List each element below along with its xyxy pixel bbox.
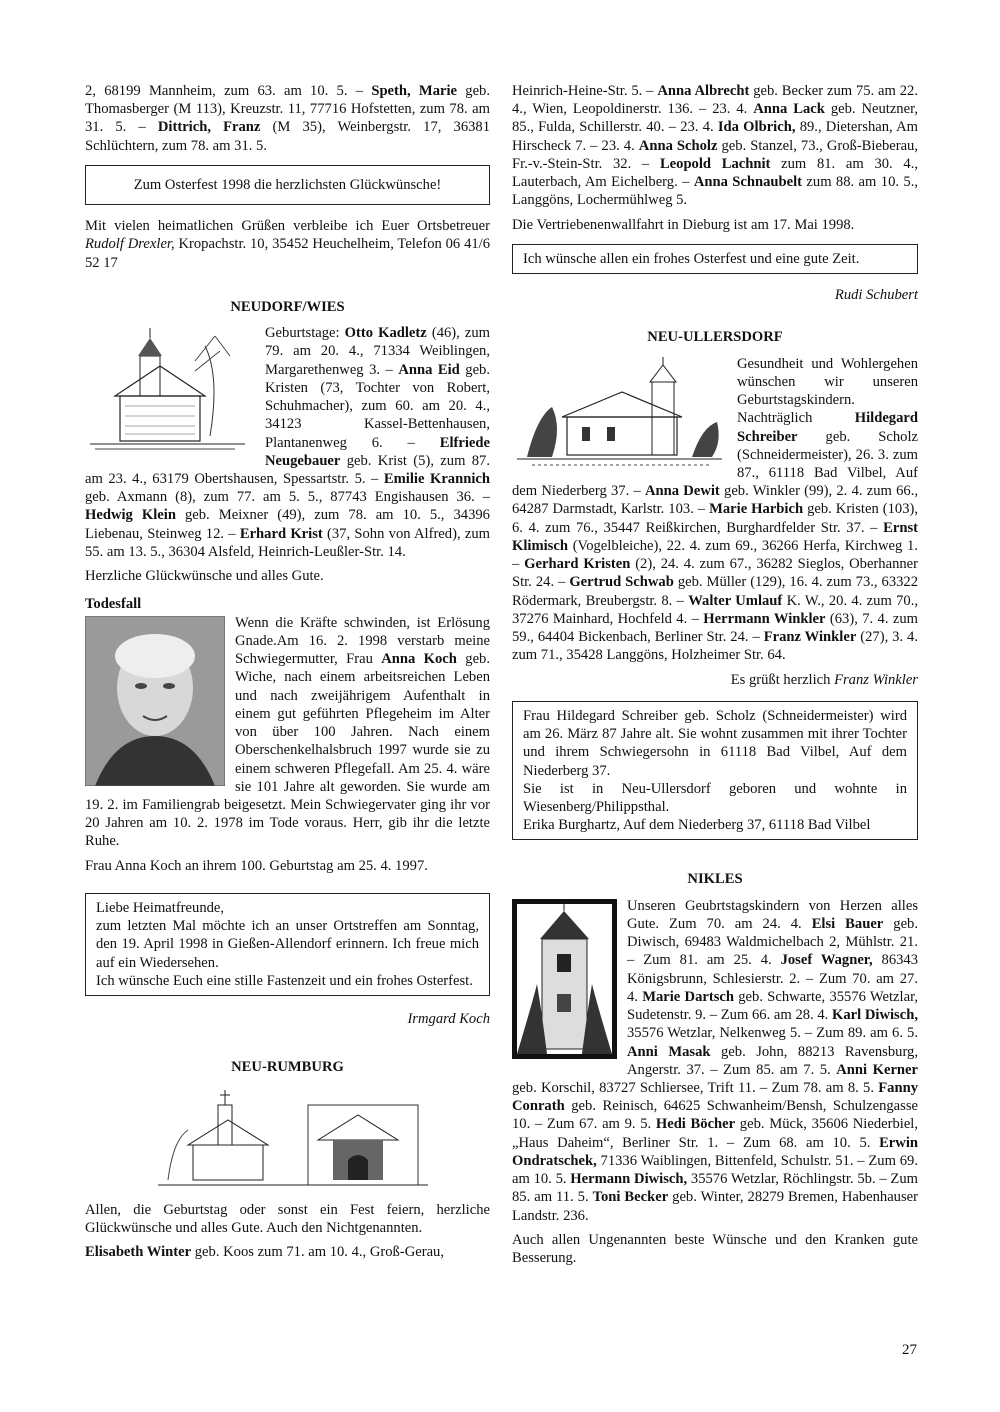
person-name: Anni Kerner (836, 1061, 918, 1078)
text-segment: 89., Dietershan, Am Hirscheck 7. – 23. 4. (512, 119, 918, 154)
page-number: 27 (902, 1342, 917, 1358)
person-name: Emilie Krannich (383, 470, 490, 487)
neu-rumburg-birthday (85, 1243, 490, 1261)
right-column (512, 82, 918, 1273)
person-name: Anni Masak (627, 1043, 711, 1060)
person-name: Walter Umlauf (688, 592, 783, 609)
birthday-list-continued (85, 82, 490, 155)
easter-greeting-text: Zum Osterfest 1998 die herzlichsten Glückwünsche! (133, 176, 442, 193)
person-name: Erhard Krist (239, 525, 323, 542)
neudorf-closing: Herzliche Glückwünsche und alles Gute. (85, 568, 324, 585)
person-name: Marie Dartsch (642, 988, 734, 1005)
easter-greeting-box (85, 165, 490, 205)
text-segment: geb. Scholz (Schneidermeister), 26. 3. zum 87., 61118 Bad Vilbel, Auf dem Niederberg 37. – (512, 428, 918, 500)
text-segment: (46), zum 79. am 20. 4., 71334 Weiblingen, Margarethenweg 3. – (265, 325, 491, 378)
text-segment: Unseren Geubrtstagskindern von Herzen alles Gute. Zum 70. am 24. 4. (627, 897, 918, 932)
birthday-list-continued-right (512, 82, 918, 210)
schreiber-box-author: Erika Burghartz, Auf dem Niederberg 37, 61118 Bad Vilbel (523, 817, 871, 834)
ortstreffen-wishes: Ich wünsche Euch eine stille Fastenzeit und ein frohes Osterfest. (96, 972, 473, 989)
text-segment: 35576 Wetzlar, Röchlingstr. 5b. – Zum 85. am 11. 5. (512, 1171, 918, 1206)
text-segment: (37, Sohn von Alfred), zum 55. am 13. 5., 36304 Alsfeld, Heinrich-Leußler-Str. 14. (85, 525, 490, 560)
portrait-anna-koch-photo (85, 616, 225, 786)
text-segment: geb. Winkler (99), 2. 4. zum 66., 64287 Darmstadt, Karlstr. 103. – (512, 483, 919, 518)
person-name: Franz Winkler (763, 629, 857, 646)
text-segment: geb. Korschil, 83727 Schliersee, Trift 11. – Zum 78. am 8. 5. (512, 1080, 879, 1097)
text-segment: (63), 7. 4. zum 59., 64404 Bickenbach, Berliner Str. 24. – (512, 610, 919, 646)
easter-wish-text: Ich wünsche allen ein frohes Osterfest und eine gute Zeit. (523, 250, 860, 267)
text-segment: geb. Meixner (49), zum 78. am 10. 5., 34396 Liebenau, Steinweg 12. – (85, 507, 490, 542)
ortsbetreuer-signoff (85, 217, 490, 272)
text-segment: (27), 3. 4. zum 71., 35428 Langgöns, Holzheimer Str. 64. (512, 629, 918, 664)
text-segment: geb. Stanzel, 73., Groß-Bieberau, Fr.-v.-Stein-Str. 32. – (512, 137, 918, 172)
church-neu-ullersdorf-drawing (512, 357, 727, 472)
text-segment: Heinrich-Heine-Str. 5. – (512, 83, 658, 99)
text-segment: geb. Thomasberger (M 113), Kreuzstr. 11, 77716 Hofstetten, zum 78. am 31. 5. – (85, 83, 490, 136)
wallfahrt-notice: Die Vertriebenenwallfahrt in Dieburg ist am 17. Mai 1998. (512, 216, 855, 233)
person-name: Speth, Marie (371, 83, 458, 99)
neu-rumburg-greeting: Allen, die Geburtstag oder sonst ein Fest feiern, herzliche Glückwünsche und alles Gute. Auch den Nichtgenannten. (85, 1201, 490, 1236)
section-title-neu-rumburg: NEU-RUMBURG (231, 1059, 344, 1076)
todesfall-caption: Frau Anna Koch an ihrem 100. Geburtstag am 25. 4. 1997. (85, 857, 428, 874)
schreiber-birthday-note: Frau Hildegard Schreiber geb. Scholz (Schneidermeister) wird am 26. März 87 Jahre alt. Sie wohnt zusammen mit ihrer Tochter und ihrem Schwiegersohn in 61118 Bad Vilbel, Auf dem Niederberg 37. (523, 707, 907, 779)
easter-wish-box (512, 244, 918, 274)
ortstreffen-salutation: Liebe Heimatfreunde, (96, 899, 225, 916)
text-segment: (M 35), Weinbergstr. 17, 36381 Schlüchtern, zum 78. am 31. 5. (85, 119, 491, 154)
person-name: Karl Diwisch, (832, 1007, 918, 1024)
person-name: Hermann Diwisch, (570, 1171, 688, 1188)
church-neudorf-drawing (85, 326, 255, 456)
text-segment: geb. Winter, 28279 Bremen, Habenhauser Landstr. 236. (512, 1189, 918, 1224)
text-segment: Am 16. 2. 1998 verstarb meine Schwiegermutter, Frau (235, 632, 490, 668)
text-segment: geb. Diwisch, 69483 Waldmichelbach 2, Mühlstr. 21. – Zum 81. am 25. 4. (627, 915, 918, 969)
person-name: Hedi Böcher (655, 1116, 736, 1133)
text-segment: geb. Wiche, nach einem arbeitsreichen Leben und nach zweijährigem Aufenthalt in einem gut geführten Pflegeheim im Alter von über 100 Jahren. Nach einem Oberschenkelhalsbruch 1997 wurde sie zu einem schweren Pflegefall. Am 25. 4. wäre sie 101 Jahre alt geworden. Sie wurde am 19. 2. im Familiengrab beigesetzt. Mein Schwiegervater ging ihr vor 20 Jahren am 10. 2. 1978 im Tode voraus. Herr, gib ihr die letzte Ruhe. (85, 651, 490, 850)
text-segment: 86343 Königsbrunn, Schlesierstr. 2. – Zum 70. am 27. 4. (627, 952, 919, 1005)
text-segment: geb. Mück, 35606 Niederbiel, „Haus Daheim“, Berliner Str. 1. – Zum 68. am 10. 5. (512, 1116, 918, 1151)
person-name: Anna Schnaubelt (693, 174, 803, 191)
person-name: Ernst Klimisch (512, 519, 918, 554)
person-name: Dittrich, Franz (157, 119, 261, 136)
person-name: Anna Koch (381, 651, 457, 668)
text-segment: geb. Kristen (73, Tochter von Robert, Schuhmacher), zum 60. am 20. 4., 34123 Kassel-Bettenhausen, Plantanenweg 6. – (265, 361, 490, 451)
text-segment: geb. Becker zum 75. am 22. 4., Wien, Leopoldinerstr. 136. – 23. 4. (512, 83, 918, 118)
person-name: Elisabeth Winter (85, 1244, 192, 1261)
person-name: Anna Lack (753, 101, 825, 118)
ortstreffen-reminder: zum letzten Mal möchte ich an unser Ortstreffen am Sonntag, den 19. April 1998 in Gießen-Allendorf erinnern. Ich freue mich auf ein Wiedersehen. (96, 918, 479, 971)
signature-rudi-schubert: Rudi Schubert (834, 287, 918, 304)
text-segment: 71336 Waiblingen, Bittenfeld, Schulstr. 51. – Zum 69. am 10. 5. (512, 1152, 918, 1188)
text-segment: K. W., 20. 4. zum 70., 37276 Mainhard, Hochfeld 4. – (512, 592, 918, 627)
nikles-church-image (512, 899, 617, 1059)
text-segment: zum 88. am 10. 5., Langgöns, Lochermühlweg 5. (512, 174, 919, 209)
text-segment: zum 81. am 30. 4., Lauterbach, Am Eichelberg. – (512, 155, 918, 191)
text-segment: 2, 68199 Mannheim, zum 63. am 10. 5. – (85, 83, 372, 99)
person-name: Toni Becker (592, 1189, 669, 1206)
text-segment: geb. John, 88213 Ravensburg, Angerstr. 37. – Zum 85. am 7. 5. (627, 1043, 919, 1078)
text-segment: Geburtstage: (265, 325, 345, 342)
churches-neu-rumburg-drawing (138, 1085, 438, 1195)
text-segment: geb. Koos zum 71. am 10. 4., Groß-Gerau, (191, 1244, 444, 1261)
person-name: Anna Eid (398, 361, 460, 378)
person-name: Herrmann Winkler (703, 610, 826, 627)
schreiber-origin-note: Sie ist in Neu-Ullersdorf geboren und wohnte in Wiesenberg/Philippsthal. (523, 780, 907, 815)
person-name: Hildegard Schreiber (737, 410, 918, 445)
hildegard-schreiber-box (512, 701, 918, 841)
person-name: Marie Harbich (709, 501, 804, 518)
ortstreffen-box (85, 893, 490, 996)
left-column (85, 82, 490, 1267)
signature-greeting: Es grüßt herzlich (730, 671, 835, 688)
person-name: Anna Dewit (645, 483, 720, 500)
signature-name: Franz Winkler (834, 671, 918, 688)
signature-irmgard-koch: Irmgard Koch (407, 1011, 490, 1028)
person-name: Ida Olbrich, (717, 119, 796, 136)
text-segment: geb. Kristen (103), 6. 4. zum 76., 35447 Reißkirchen, Burghardfelder Str. 37. – (512, 501, 919, 536)
text-segment: (Vogelbleiche), 22. 4. zum 69., 36266 Herfa, Kirchweg 1. – (512, 537, 918, 573)
person-name: Otto Kadletz (344, 325, 427, 342)
text-segment: Wenn die Kräfte schwinden, ist Erlösung Gnade. (235, 614, 490, 649)
person-name: Erwin Ondratschek, (512, 1134, 918, 1169)
text-segment: Mit vielen heimatlichen Grüßen verbleibe ich Euer Ortsbetreuer (85, 218, 490, 235)
text-segment: geb. Reinisch, 64625 Schwanheim/Bensh, Schulzengasse 10. – Zum 67. am 9. 5. (512, 1098, 918, 1133)
text-segment: geb. Krist (5), zum 87. am 23. 4., 63179 Obertshausen, Spessartstr. 5. – (85, 452, 490, 487)
nikles-closing: Auch allen Ungenannten beste Wünsche und den Kranken gute Besserung. (512, 1231, 918, 1267)
text-segment: geb. Neutzner, 85., Fulda, Schillerstr. 40. – 23. 4. (512, 101, 919, 136)
person-name: Anna Scholz (638, 137, 718, 154)
text-segment: geb. Axmann (8), zum 77. am 5. 5., 87743 Engishausen 36. – (85, 489, 490, 506)
text-segment: Gesundheit und Wohlergehen wünschen wir unseren Geburtstagskindern. Nachträglich (737, 355, 918, 427)
person-name: Fanny Conrath (512, 1080, 918, 1115)
italic-name: Rudolf Drexler, (85, 236, 175, 253)
signature-franz-winkler (512, 671, 918, 689)
person-name: Josef Wagner, (780, 952, 873, 969)
person-name: Hedwig Klein (85, 507, 176, 524)
person-name: Leopold Lachnit (659, 155, 771, 172)
person-name: Gertrud Schwab (569, 574, 674, 591)
text-segment: (2), 24. 4. zum 67., 36282 Sieglos, Oberhanner Str. 24. – (512, 556, 918, 591)
person-name: Anna Albrecht (657, 83, 750, 99)
text-segment: Kropachstr. 10, 35452 Heuchelheim, Telefon 06 41/6 52 17 (85, 236, 491, 271)
person-name: Elsi Bauer (811, 915, 884, 932)
text-segment: geb. Müller (129), 16. 4. zum 73., 63322 Rödermark, Breubergstr. 8. – (512, 574, 919, 609)
section-title-neu-ullersdorf: NEU-ULLERSDORF (647, 329, 783, 346)
section-title-nikles: NIKLES (687, 871, 743, 888)
text-segment: geb. Schwarte, 35576 Wetzlar, Sudetenstr. 9. – Zum 66. am 28. 4. (627, 988, 918, 1024)
person-name: Elfriede Neugebauer (265, 434, 490, 469)
todesfall-heading: Todesfall (85, 596, 142, 613)
section-title-neudorf: NEUDORF/WIES (230, 298, 345, 315)
text-segment: 35576 Wetzlar, Nelkenweg 5. – Zum 89. am 6. 5. (627, 1025, 918, 1042)
person-name: Gerhard Kristen (524, 556, 631, 573)
